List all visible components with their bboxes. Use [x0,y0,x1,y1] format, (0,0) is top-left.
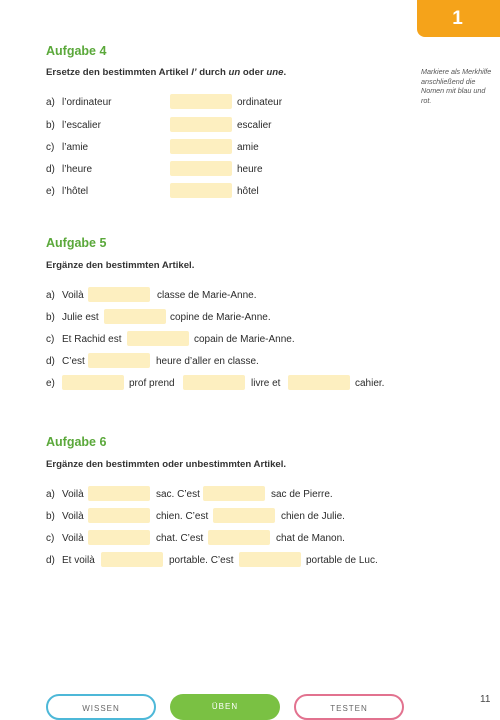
answer-blank[interactable] [208,530,270,545]
chapter-number: 1 [452,7,463,29]
answer-blank[interactable] [88,508,150,523]
item-text: Voilà [62,511,84,522]
answer-blank[interactable] [127,331,189,346]
item-text: sac. C’est [156,489,200,500]
nav-ueben-button[interactable]: ÜBEN [170,694,280,720]
answer-blank[interactable] [170,117,232,132]
item-word: l’heure [62,164,93,175]
answer-blank[interactable] [88,530,150,545]
item-noun: escalier [237,120,272,131]
aufgabe6-instruction: Ergänze den bestimmten oder unbestimmten Artikel. [46,459,287,470]
item-text: cahier. [355,378,385,389]
item-text: portable de Luc. [306,555,378,566]
item-text: Voilà [62,489,84,500]
item-label: a) [46,489,55,500]
item-word: l’hôtel [62,186,89,197]
answer-blank[interactable] [170,183,232,198]
item-text: portable. C’est [169,555,234,566]
item-noun: ordinateur [237,97,283,108]
item-word: l’amie [62,142,89,153]
aufgabe6-title: Aufgabe 6 [46,435,107,449]
aufgabe5-instruction: Ergänze den bestimmten Artikel. [46,260,195,271]
item-text: chat de Manon. [276,533,345,544]
item-label: e) [46,186,55,197]
aufgabe4-title: Aufgabe 4 [46,44,107,58]
item-noun: amie [237,142,259,153]
answer-blank[interactable] [288,375,350,390]
item-text: copine de Marie-Anne. [170,312,271,323]
answer-blank[interactable] [88,486,150,501]
nav-testen-button[interactable]: TESTEN [294,694,404,720]
answer-blank[interactable] [213,508,275,523]
item-text: chat. C’est [156,533,204,544]
answer-blank[interactable] [239,552,301,567]
item-word: l’ordinateur [62,97,112,108]
answer-blank[interactable] [104,309,166,324]
item-text: Et Rachid est [62,334,122,345]
answer-blank[interactable] [88,287,150,302]
item-noun: hôtel [237,186,259,197]
item-label: e) [46,378,55,389]
item-text: sac de Pierre. [271,489,333,500]
chapter-tab [417,0,500,37]
item-label: c) [46,334,55,345]
page-number: 11 [480,694,491,705]
answer-blank[interactable] [203,486,265,501]
item-label: b) [46,120,55,131]
item-label: c) [46,142,55,153]
answer-blank[interactable] [170,139,232,154]
answer-blank[interactable] [62,375,124,390]
aufgabe4-instruction: Ersetze den bestimmten Artikel l’ durch un oder une. [46,67,287,78]
item-text: classe de Marie-Anne. [157,290,257,301]
item-text: chien. C’est [156,511,209,522]
item-label: b) [46,511,55,522]
item-label: d) [46,164,55,175]
item-label: a) [46,290,55,301]
item-text: C’est [62,356,85,367]
item-label: c) [46,533,55,544]
answer-blank[interactable] [101,552,163,567]
item-label: a) [46,97,55,108]
aufgabe5-title: Aufgabe 5 [46,236,107,250]
item-text: prof prend [129,378,175,389]
item-text: Et voilà [62,555,95,566]
item-label: d) [46,555,55,566]
answer-blank[interactable] [183,375,245,390]
answer-blank[interactable] [170,94,232,109]
item-text: Voilà [62,290,84,301]
item-text: heure d’aller en classe. [156,356,259,367]
item-text: livre et [251,378,281,389]
item-text: Julie est [62,312,99,323]
item-label: b) [46,312,55,323]
side-note: Markiere als Merkhilfe anschließend die Nomen mit blau und rot. [421,67,492,105]
item-noun: heure [237,164,263,175]
nav-wissen-button[interactable]: WISSEN [46,694,156,720]
item-word: l’escalier [62,120,101,131]
item-label: d) [46,356,55,367]
item-text: Voilà [62,533,84,544]
item-text: copain de Marie-Anne. [194,334,295,345]
answer-blank[interactable] [88,353,150,368]
item-text: chien de Julie. [281,511,345,522]
answer-blank[interactable] [170,161,232,176]
